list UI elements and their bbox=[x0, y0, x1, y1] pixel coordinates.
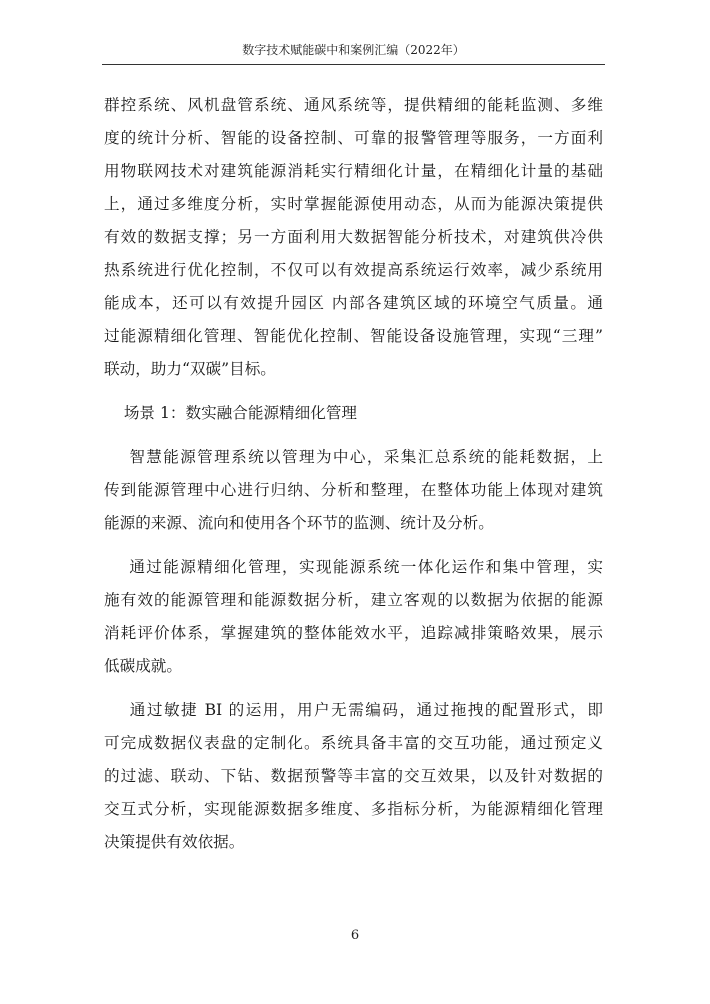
text-line: 群控系统、风机盘管系统、通风系统等，提供精细的能耗监测、多维 bbox=[104, 96, 603, 114]
text-line: 交互式分析，实现能源数据多维度、多指标分析，为能源精细化管理 bbox=[104, 800, 603, 818]
page-number: 6 bbox=[350, 928, 360, 943]
text-line: 能源的来源、流向和使用各个环节的监测、统计及分析。 bbox=[104, 514, 494, 532]
paragraph bbox=[104, 694, 603, 859]
section-heading bbox=[104, 397, 603, 430]
text-line: 上，通过多维度分析，实时掌握能源使用动态，从而为能源决策提供 bbox=[104, 195, 603, 213]
text-line: 通过敏捷 BI 的运用，用户无需编码，通过拖拽的配置形式，即 bbox=[104, 701, 603, 719]
text-line: 低碳成就。 bbox=[104, 657, 182, 675]
text-line: 决策提供有效依据。 bbox=[104, 833, 245, 851]
header-rule bbox=[102, 64, 605, 65]
text-line: 用物联网技术对建筑能源消耗实行精细化计量，在精细化计量的基础 bbox=[104, 162, 603, 180]
text-line: 的过滤、联动、下钻、数据预警等丰富的交互效果，以及针对数据的 bbox=[104, 767, 603, 785]
text-line: 度的统计分析、智能的设备控制、可靠的报警管理等服务，一方面利 bbox=[104, 129, 603, 147]
text-line: 智慧能源管理系统以管理为中心，采集汇总系统的能耗数据，上 bbox=[104, 448, 603, 466]
text-line: 联动，助力“双碳”目标。 bbox=[104, 360, 276, 378]
paragraph bbox=[104, 441, 603, 540]
running-header: 数字技术赋能碳中和案例汇编（2022年） bbox=[242, 43, 465, 57]
text-line: 过能源精细化管理、智能优化控制、智能设备设施管理，实现“三理” bbox=[104, 327, 603, 345]
text-line: 能成本，还可以有效提升园区 内部各建筑区域的环境空气质量。通 bbox=[104, 294, 603, 312]
body-text bbox=[104, 89, 603, 859]
text-line: 施有效的能源管理和能源数据分析，建立客观的以数据为依据的能源 bbox=[104, 591, 603, 609]
paragraph bbox=[104, 89, 603, 386]
text-line: 传到能源管理中心进行归纳、分析和整理，在整体功能上体现对建筑 bbox=[104, 481, 603, 499]
text-line: 场景 1：数实融合能源精细化管理 bbox=[104, 404, 358, 422]
text-line: 有效的数据支撑；另一方面利用大数据智能分析技术，对建筑供冷供 bbox=[104, 228, 603, 246]
paragraph bbox=[104, 551, 603, 683]
text-line: 通过能源精细化管理，实现能源系统一体化运作和集中管理，实 bbox=[104, 558, 603, 576]
text-line: 可完成数据仪表盘的定制化。系统具备丰富的交互功能，通过预定义 bbox=[104, 734, 603, 752]
text-line: 热系统进行优化控制，不仅可以有效提高系统运行效率，减少系统用 bbox=[104, 261, 603, 279]
text-line: 消耗评价体系，掌握建筑的整体能效水平，追踪减排策略效果，展示 bbox=[104, 624, 603, 642]
